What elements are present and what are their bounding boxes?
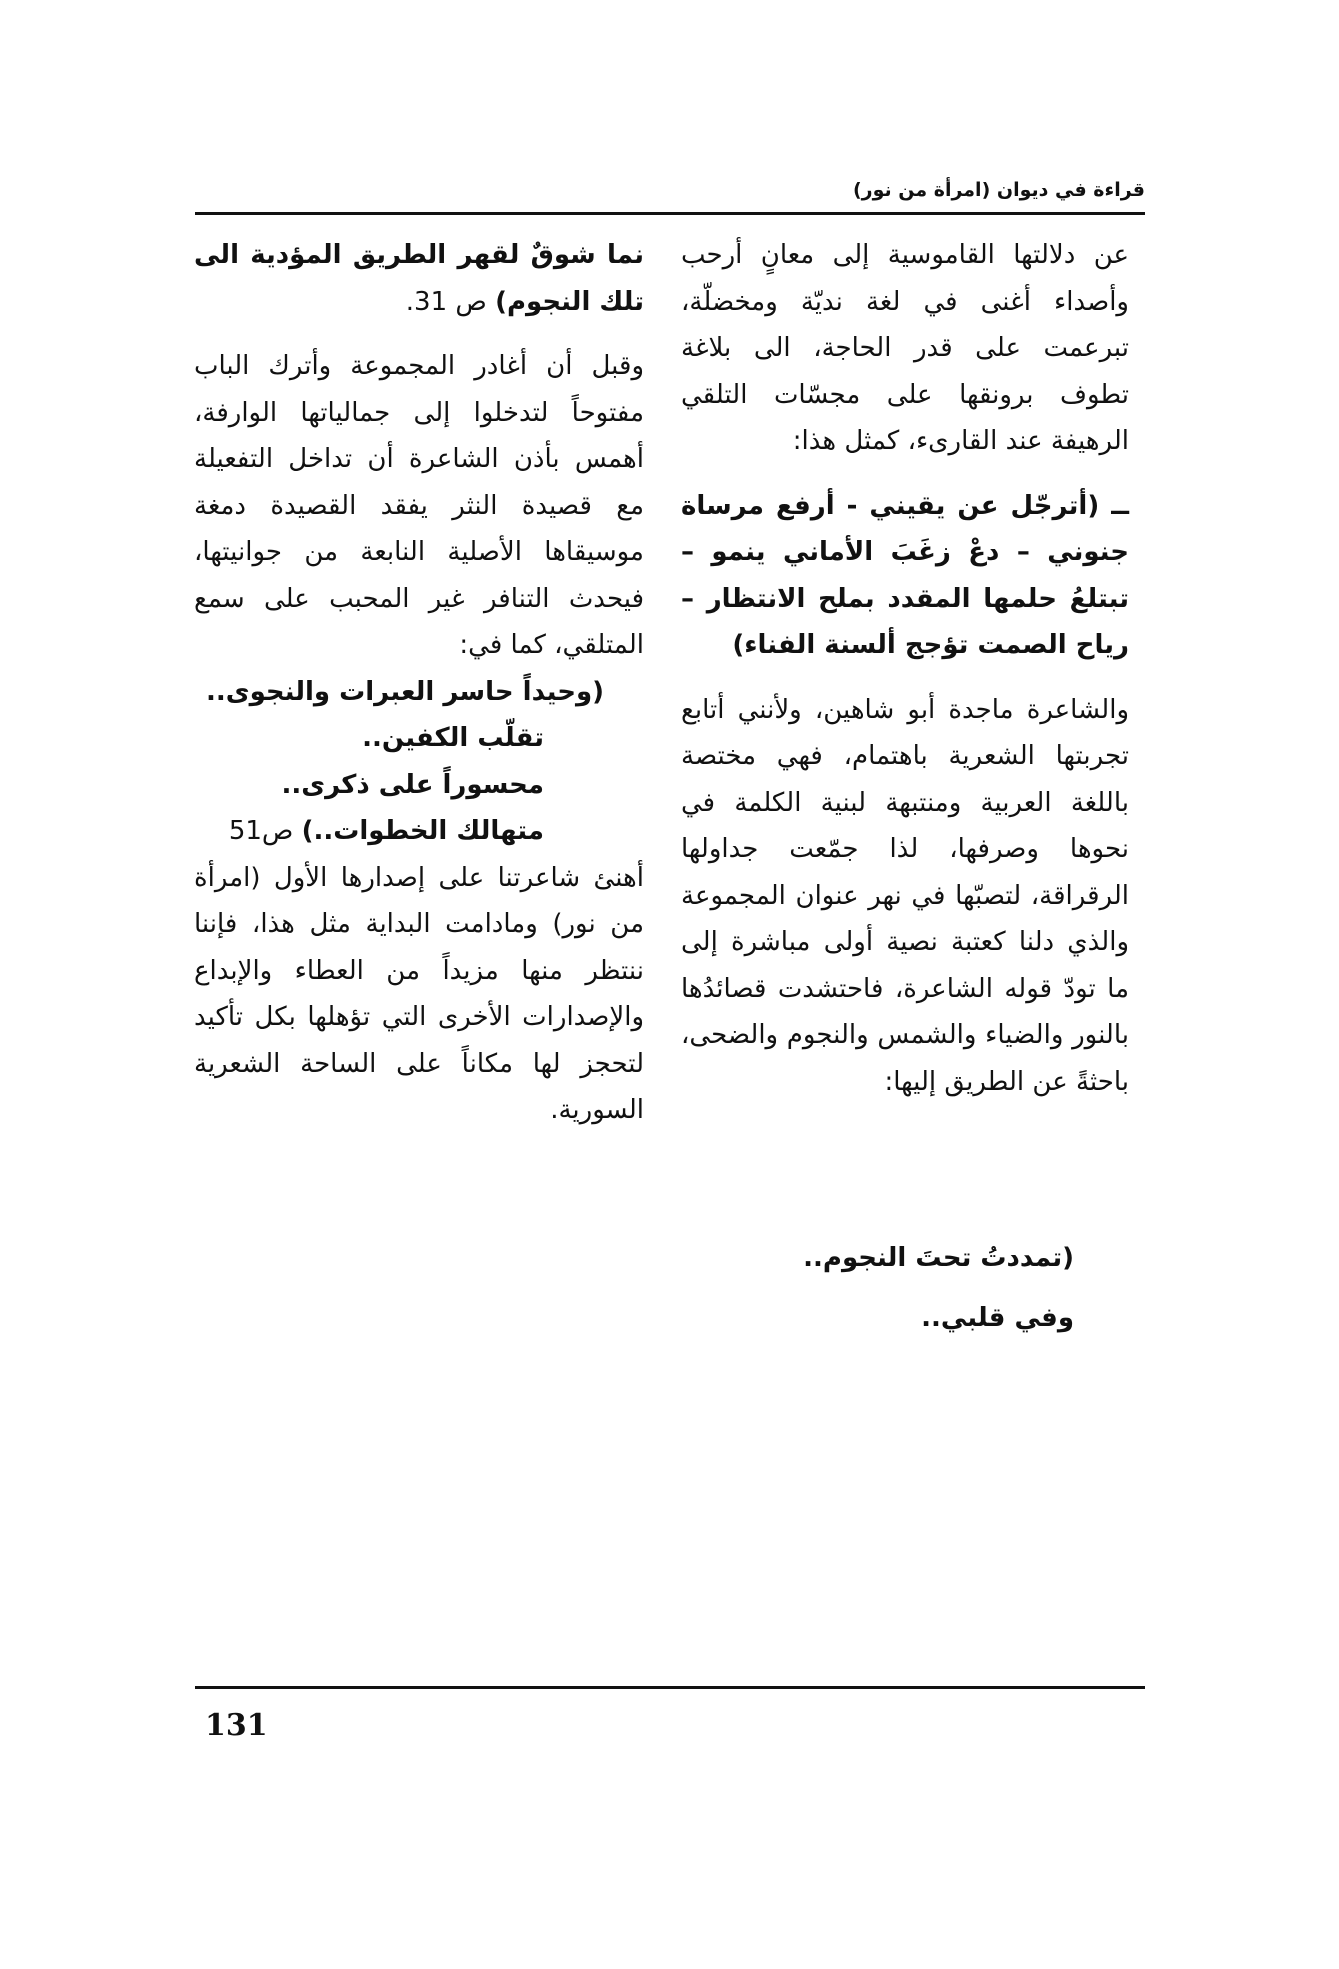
left-column: [194, 232, 644, 1134]
paragraph-3: وقبل أن أغادر المجموعة وأترك الباب مفتوحاً لتدخلوا إلى جمالياتها الوارفة، أهمس بأذن الشاعرة أن تداخل التفعيلة مع قصيدة النثر يفقد القصيدة دمغة موسيقاها الأصلية النابعة من جوانيتها، فيحدث التنافر غير المحبب على سمع المتلقي، كما في:: [194, 351, 644, 660]
verse-continuation: [194, 232, 644, 325]
verse-page-ref: ص 31.: [405, 286, 487, 317]
right-column: [681, 232, 1129, 1105]
verse-continuation-text: نما شوقٌ لقهر الطريق المؤدية الى تلك النجوم): [194, 240, 644, 317]
poem-line: وفي قلبي..: [921, 1303, 1074, 1333]
poem-line: تقلّب الكفين..: [362, 723, 544, 753]
page-number: 131: [205, 1708, 268, 1743]
running-head: قراءة في ديوان (امرأة من نور): [852, 179, 1145, 201]
paragraph-4: أهنئ شاعرتنا على إصدارها الأول (امرأة من نور) ومادامت البداية مثل هذا، فإننا ننتظر منها مزيداً من العطاء والإبداع والإصدارات الأخرى التي تؤهلها بكل تأكيد لتحجز لها مكاناً على الساحة الشعرية السورية.: [194, 862, 644, 1125]
paragraph-1: عن دلالتها القاموسية إلى معانٍ أرحب وأصداء أغنى في لغة نديّة ومخضلّة، تبرعمت على قدر الحاجة، الى بلاغة تطوف برونقها على مجسّات التلقي الرهيفة عند القارىء، كمثل هذا:: [681, 240, 1129, 456]
poem-line: (تمددتُ تحتَ النجوم..: [803, 1243, 1074, 1273]
poem-line-with-ref: [194, 808, 604, 855]
poem-block: [194, 669, 644, 855]
footer-rule: [195, 1686, 1145, 1689]
verse-quote-1: ــ (أترجّل عن يقيني - أرفع مرساة جنوني – دعْ زغَبَ الأماني ينمو – تبتلعُ حلمها المقدد بملح الانتظار – رياح الصمت تؤجج ألسنة الفناء): [681, 490, 1129, 660]
poem-line: متهالك الخطوات..): [301, 816, 544, 846]
header-rule: [195, 212, 1145, 215]
poem-line: محسوراً على ذكرى..: [281, 769, 544, 800]
poem-line: (وحيداً حاسر العبرات والنجوى..: [206, 676, 604, 707]
poem-page-ref: ص51: [228, 816, 294, 846]
paragraph-2: والشاعرة ماجدة أبو شاهين، ولأنني أتابع تجربتها الشعرية باهتمام، فهي مختصة باللغة العربية ومنتبهة لبنية الكلمة في نحوها وصرفها، لذا جمّعت جداولها الرقراقة، لتصبّها في نهر عنوان المجموعة والذي دلنا كعتبة نصية أولى مباشرة إلى ما تودّ قوله الشاعرة، فاحتشدت قصائدُها بالنور والضياء والشمس والنجوم والضحى، باحثةً عن الطريق إليها:: [681, 694, 1129, 1097]
